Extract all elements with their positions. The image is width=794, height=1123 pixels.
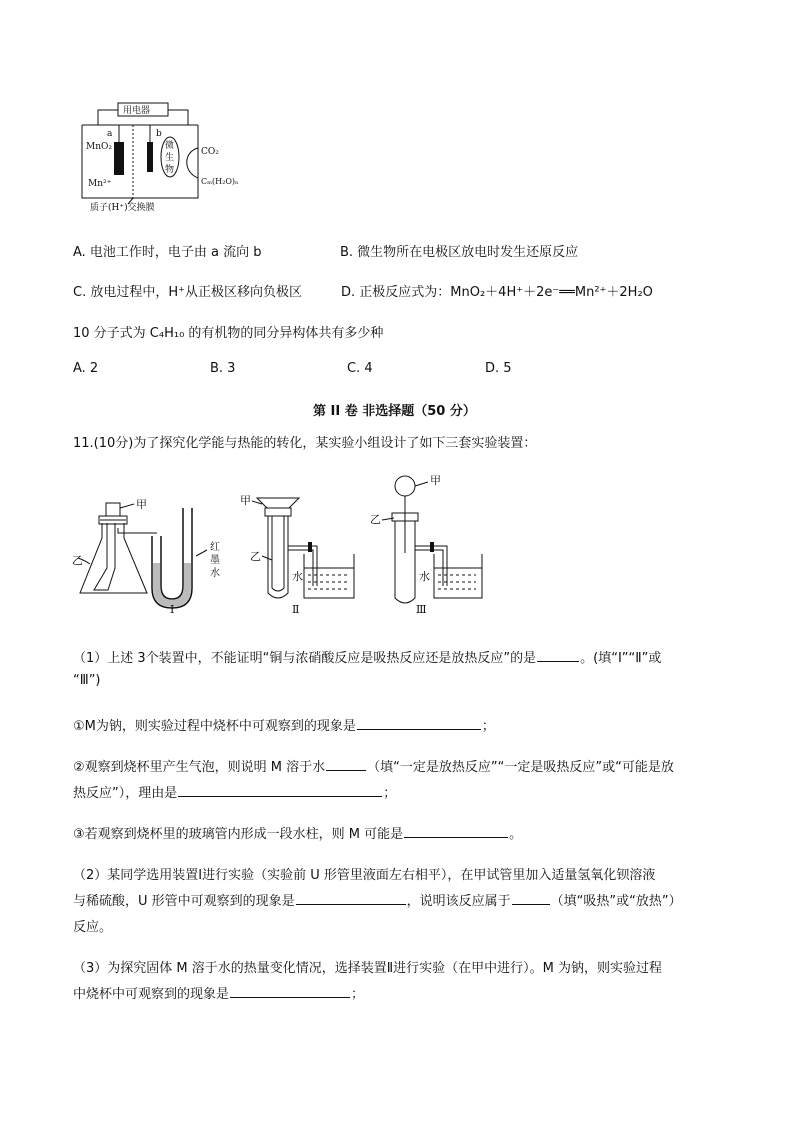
label-III: Ⅲ — [416, 603, 427, 616]
q11-sub2-reason-end: ； — [383, 786, 397, 801]
q11-sub1 — [73, 715, 495, 734]
answer-blank[interactable] — [404, 823, 508, 838]
q11-part3-line1: （3）为探究固体 M 溶于水的热量变化情况，选择装置Ⅱ进行实验（在甲中进行）。M 为钠，则实验过程 — [73, 961, 662, 976]
hong-char-2: 墨 — [210, 555, 220, 566]
label-yi-1: 乙 — [72, 554, 83, 567]
q10-option-d: D. 5 — [485, 361, 512, 376]
q11-sub3 — [73, 823, 522, 842]
q11-sub2-line2 — [73, 782, 396, 801]
q9-option-d: D. 正极反应式为：MnO₂＋4H⁺＋2e⁻══Mn²⁺＋2H₂O — [341, 285, 653, 300]
answer-blank[interactable] — [296, 890, 406, 905]
q9-option-b: B. 微生物所在电极区放电时发生还原反应 — [340, 245, 579, 260]
label-yi-2: 乙 — [250, 550, 261, 563]
section-title: 第 II 卷 非选择题（50 分） — [313, 404, 476, 419]
answer-blank[interactable] — [230, 983, 350, 998]
q11-sub2-line1 — [73, 756, 674, 775]
q11-part1-line1 — [73, 647, 661, 666]
q10-option-a: A. 2 — [73, 361, 99, 376]
q11-sub1-text: ①M为钠，则实验过程中烧杯中可观察到的现象是 — [73, 719, 356, 734]
label-I: Ⅰ — [170, 603, 175, 616]
microbe-char-3: 物 — [165, 165, 175, 175]
co2-label: CO₂ — [201, 147, 219, 157]
membrane-label: 质子(H⁺)交换膜 — [90, 203, 155, 213]
microbe-char-2: 生 — [165, 153, 175, 163]
q11-sub2-text-end: （填“一定是放热反应”“一定是吸热反应”或“可能是放 — [367, 760, 674, 775]
q10-option-b: B. 3 — [210, 361, 236, 376]
q11-part2-end: （填“吸热”或“放热”） — [550, 894, 682, 909]
q11-part2-mid: ，说明该反应属于 — [406, 894, 511, 909]
q11-part2-line1: （2）某同学选用装置Ⅰ进行实验（实验前 U 形管里液面左右相平），在甲试管里加入适量氢氧化钡溶液 — [73, 868, 656, 883]
q11-part3-end: ； — [351, 987, 365, 1002]
q11-part1-text-end: 。(填“Ⅰ”“Ⅱ”或 — [580, 651, 662, 666]
label-jia-2: 甲 — [240, 494, 251, 507]
q11-part2-line3: 反应。 — [73, 920, 113, 935]
q11-sub3-end: 。 — [509, 827, 523, 842]
q11-part1-line2: “Ⅲ”) — [73, 673, 101, 688]
label-jia-1: 甲 — [136, 498, 147, 511]
label-shui-2: 水 — [292, 570, 303, 583]
answer-blank[interactable] — [537, 647, 579, 662]
q11-stem: 11.(10分)为了探究化学能与热能的转化，某实验小组设计了如下三套实验装置： — [73, 436, 537, 451]
q10-stem: 10 分子式为 C₄H₁₀ 的有机物的同分异构体共有多少种 — [73, 326, 384, 341]
hong-char-1: 红 — [210, 542, 220, 553]
q11-part1-text: （1）上述 3个装置中，不能证明“铜与浓硝酸反应是吸热反应还是放热反应”的是 — [73, 651, 537, 666]
q11-sub1-end: ； — [481, 719, 495, 734]
q11-part3-line2 — [73, 983, 364, 1002]
label-shui-3: 水 — [419, 570, 430, 583]
electrode-a-label: a — [107, 129, 113, 139]
answer-blank[interactable] — [357, 715, 481, 730]
q10-option-c: C. 4 — [347, 361, 373, 376]
hong-char-3: 水 — [210, 568, 220, 579]
label-II: Ⅱ — [292, 603, 300, 616]
q11-sub2-text: ②观察到烧杯里产生气泡，则说明 M 溶于水 — [73, 760, 326, 775]
microbe-char-1: 微 — [165, 141, 175, 151]
device-label: 用电器 — [123, 106, 151, 116]
q11-part3-text: 中烧杯中可观察到的现象是 — [73, 987, 230, 1002]
q11-part2-text: 与稀硫酸，U 形管中可观察到的现象是 — [73, 894, 295, 909]
label-jia-3: 甲 — [430, 474, 441, 487]
label-yi-3: 乙 — [370, 513, 381, 526]
q11-part2-line2 — [73, 890, 682, 909]
mno2-label: MnO₂ — [86, 142, 112, 152]
answer-blank[interactable] — [326, 756, 366, 771]
mn2-label: Mn²⁺ — [88, 179, 112, 189]
q11-sub2-reason: 热反应”），理由是 — [73, 786, 178, 801]
answer-blank[interactable] — [178, 782, 382, 797]
electrode-b-label: b — [156, 129, 162, 139]
q9-option-a: A. 电池工作时，电子由 a 流向 b — [73, 245, 262, 260]
answer-blank[interactable] — [512, 890, 550, 905]
battery-diagram — [78, 100, 258, 213]
apparatus-diagram — [72, 468, 492, 616]
organic-label: Cₘ(H₂O)ₙ — [201, 177, 239, 186]
q11-sub3-text: ③若观察到烧杯里的玻璃管内形成一段水柱，则 M 可能是 — [73, 827, 404, 842]
q9-option-c: C. 放电过程中，H⁺从正极区移向负极区 — [73, 285, 302, 300]
